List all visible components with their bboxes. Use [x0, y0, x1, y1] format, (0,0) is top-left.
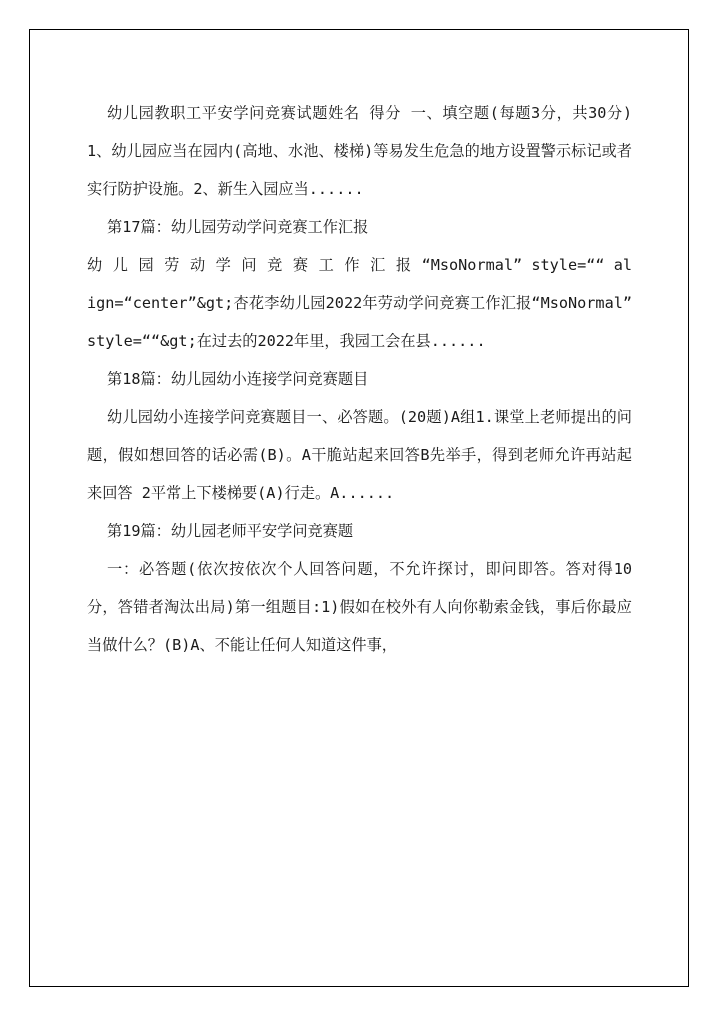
section-heading-17: 第17篇：幼儿园劳动学问竞赛工作汇报: [107, 218, 369, 236]
section-heading-19: 第19篇：幼儿园老师平安学问竞赛题: [107, 522, 354, 540]
section-17-spaced-title: 幼儿园劳动学问竞赛工作汇报: [87, 256, 422, 274]
section-18-paragraph: 幼儿园幼小连接学问竞赛题目一、必答题。(20题)A组1.课堂上老师提出的问题，假如想回答的话必需(B)。A干脆站起来回答B先举手，得到老师允许再站起来回答 2平常上下楼梯要(A)行走。A......: [87, 408, 632, 502]
document-body: [87, 94, 632, 664]
section-heading-18: 第18篇：幼儿园幼小连接学问竞赛题目: [107, 370, 369, 388]
section-19-paragraph: 一：必答题(依次按依次个人回答问题，不允许探讨，即问即答。答对得10分，答错者淘汰出局)第一组题目:1)假如在校外有人向你勒索金钱，事后你最应当做什么？(B)A、不能让任何人知道这件事，: [87, 560, 632, 654]
section-17-paragraph: [87, 246, 632, 360]
intro-paragraph: 幼儿园教职工平安学问竞赛试题姓名 得分 一、填空题(每题3分，共30分)1、幼儿园应当在园内(高地、水池、楼梯)等易发生危急的地方设置警示标记或者实行防护设施。2、新生入园应当......: [87, 104, 632, 198]
section-17-body-text: “MsoNormal” style=““ align=“center”&gt;杏花李幼儿园2022年劳动学问竞赛工作汇报“MsoNormal” style=““&gt;在过去的2022年里，我园工会在县......: [87, 256, 632, 350]
